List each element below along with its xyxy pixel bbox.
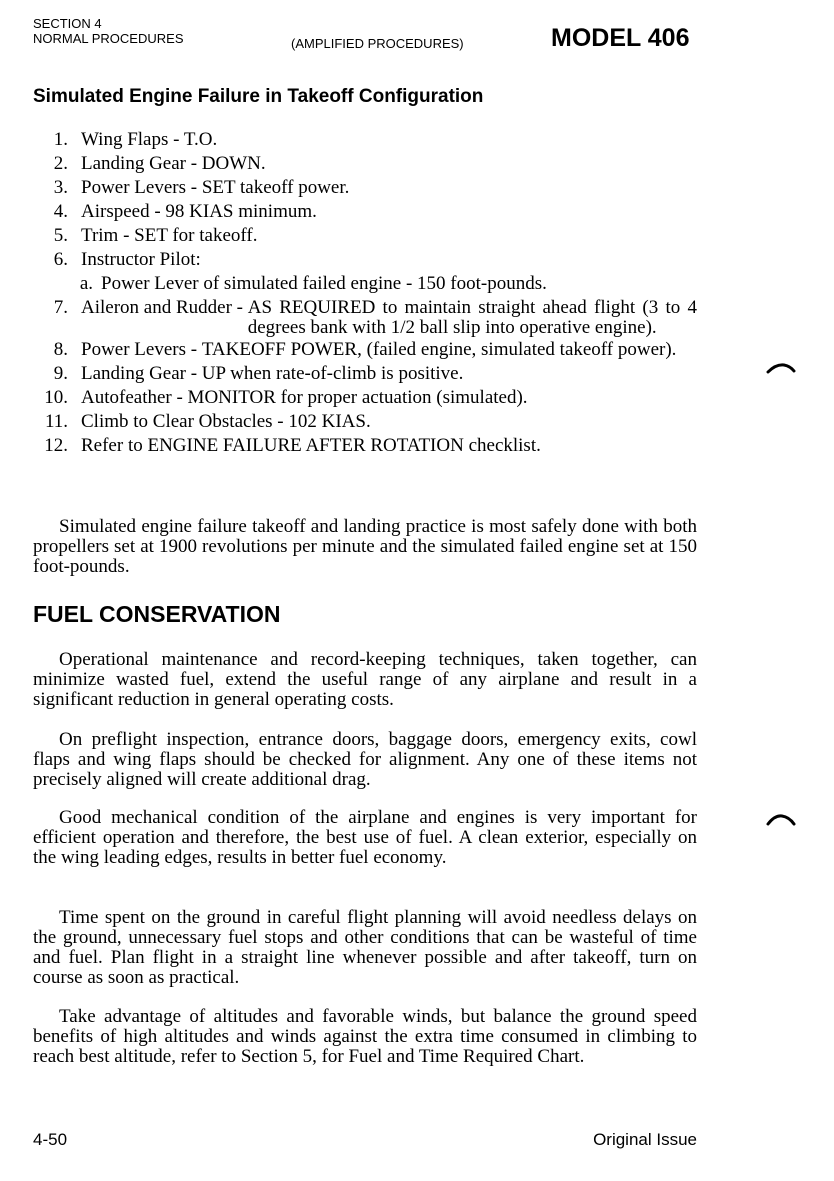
step-number: 12. bbox=[44, 435, 68, 456]
step-text: Landing Gear - DOWN. bbox=[81, 153, 266, 174]
procedure-note: Simulated engine failure takeoff and landing practice is most safely done with both propellers set at 1900 revolutions per minute and the simulated failed engine set at 150 foot-pounds. bbox=[33, 516, 697, 577]
page-number: 4-50 bbox=[33, 1130, 68, 1149]
step-text: Power Lever of simulated failed engine - 150 foot-pounds. bbox=[101, 273, 547, 294]
step-number: 2. bbox=[53, 153, 68, 174]
procedure-step bbox=[33, 152, 697, 176]
fuel-paragraph: Time spent on the ground in careful flight planning will avoid needless delays on the ground, unnecessary fuel stops and other conditions that can be wasteful of time and fuel. Plan flight in a straight line whenever possible and after takeoff, turn on course as soon as practical. bbox=[33, 907, 697, 988]
model-label: MODEL 406 bbox=[551, 24, 690, 52]
step-text: Autofeather - MONITOR for proper actuation (simulated). bbox=[81, 387, 528, 408]
section-title: NORMAL PROCEDURES bbox=[33, 31, 184, 46]
procedure-step bbox=[33, 200, 697, 224]
revision-bar-mark bbox=[766, 362, 796, 376]
procedure-step bbox=[33, 434, 697, 458]
step-text bbox=[81, 338, 697, 362]
issue-label: Original Issue bbox=[593, 1130, 697, 1149]
step-text: Landing Gear - UP when rate-of-climb is positive. bbox=[81, 363, 464, 384]
fuel-paragraph: Operational maintenance and record-keeping techniques, taken together, can minimize wasted fuel, extend the useful range of any airplane and result in a significant reduction in general operating costs. bbox=[33, 649, 697, 710]
step-action: TAKEOFF POWER, (failed engine, simulated takeoff power). bbox=[201, 339, 677, 360]
step-text: Instructor Pilot: bbox=[81, 249, 201, 270]
step-number: a. bbox=[79, 273, 93, 294]
procedure-step bbox=[33, 176, 697, 200]
procedure-step bbox=[33, 362, 697, 386]
step-action: AS REQUIRED to maintain straight ahead flight (3 to 4 degrees bank with 1/2 ball slip into operative engine). bbox=[247, 297, 697, 338]
procedure-steps bbox=[33, 128, 697, 458]
step-text: Power Levers - SET takeoff power. bbox=[81, 177, 350, 198]
step-number: 9. bbox=[53, 363, 68, 384]
procedure-step bbox=[33, 296, 697, 338]
step-text bbox=[81, 296, 697, 338]
step-number: 8. bbox=[53, 339, 68, 360]
step-number: 7. bbox=[53, 297, 68, 318]
step-lead: Power Levers - bbox=[81, 339, 202, 360]
fuel-conservation-heading: FUEL CONSERVATION bbox=[33, 601, 281, 627]
step-lead: Aileron and Rudder - bbox=[81, 297, 248, 318]
fuel-paragraph: Take advantage of altitudes and favorable winds, but balance the ground speed benefits of high altitudes and winds against the extra time consumed in climbing to reach best altitude, refer to Section 5, for Fuel and Time Required Chart. bbox=[33, 1006, 697, 1067]
procedure-step bbox=[33, 338, 697, 362]
step-text: Refer to ENGINE FAILURE AFTER ROTATION checklist. bbox=[81, 435, 541, 456]
step-number: 11. bbox=[44, 411, 68, 432]
procedure-step bbox=[33, 410, 697, 434]
procedure-step bbox=[33, 128, 697, 152]
step-number: 10. bbox=[44, 387, 68, 408]
revision-bar-mark bbox=[766, 813, 796, 827]
procedure-step bbox=[33, 386, 697, 410]
procedure-step bbox=[33, 224, 697, 248]
section-subtitle: (AMPLIFIED PROCEDURES) bbox=[291, 36, 464, 51]
step-number: 3. bbox=[53, 177, 68, 198]
procedure-substep bbox=[33, 272, 697, 296]
step-text: Trim - SET for takeoff. bbox=[81, 225, 258, 246]
step-number: 4. bbox=[53, 201, 68, 222]
procedure-title: Simulated Engine Failure in Takeoff Configuration bbox=[33, 86, 484, 107]
step-number: 1. bbox=[53, 129, 68, 150]
procedure-step bbox=[33, 248, 697, 272]
section-number: SECTION 4 bbox=[33, 16, 102, 31]
section-label bbox=[33, 16, 183, 46]
step-text: Wing Flaps - T.O. bbox=[81, 129, 218, 150]
page-header bbox=[33, 16, 713, 56]
step-text: Climb to Clear Obstacles - 102 KIAS. bbox=[81, 411, 371, 432]
step-number: 5. bbox=[53, 225, 68, 246]
fuel-paragraph: Good mechanical condition of the airplane and engines is very important for efficient operation and therefore, the best use of fuel. A clean exterior, especially on the wing leading edges, results in better fuel economy. bbox=[33, 807, 697, 868]
step-number: 6. bbox=[53, 249, 68, 270]
step-text: Airspeed - 98 KIAS minimum. bbox=[81, 201, 317, 222]
fuel-paragraph: On preflight inspection, entrance doors, baggage doors, emergency exits, cowl flaps and wing flaps should be checked for alignment. Any one of these items not precisely aligned will create additional drag. bbox=[33, 729, 697, 790]
